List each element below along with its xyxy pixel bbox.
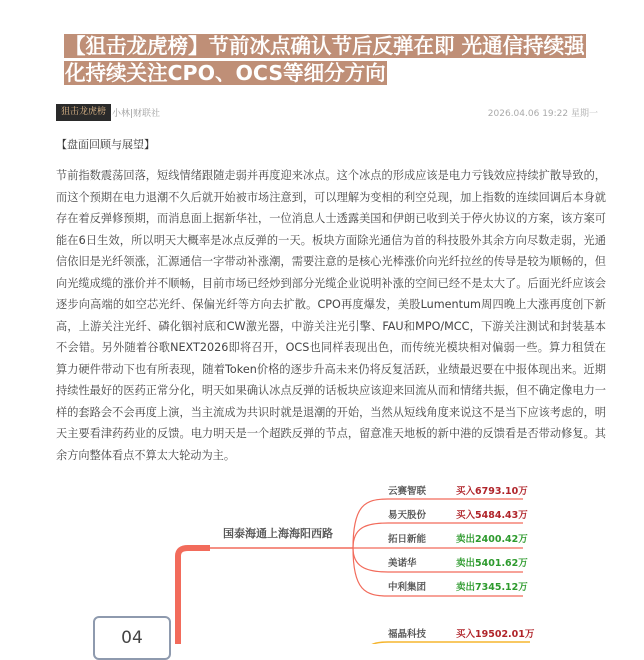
stock-action: 卖出7345.12万 [456,582,528,593]
stock-action: 买入19502.01万 [456,629,535,640]
article-body: 节前指数震荡回落，短线情绪跟随走弱并再度迎来冰点。这个冰点的形成应该是电力亏钱效应持续扩散导致的，而这个预期在电力退潮不久后就开始被市场注意到，可以理解为变相的利空兑现，加上指数的连续回调后本身就存在着反弹修预期，而消息面上据新华社，一位消息人士透露美国和伊朗已收到关于停火协议的方案，该方案可能在6日生效，所以明天大概率是冰点反弹的一天。板块方面除光通信为首的科技股外其余方向尽数走弱，光通信依旧是光纤领涨，汇源通信一字带动补涨潮，需要注意的是核心光棒涨价向光纤拉丝的传导是较为顺畅的，但向光缆成缆的涨价并不顺畅，目前市场已经炒到部分光缆企业说明补涨的空间已经不是太大了。后面光纤应该会逐步向高端的如空芯光纤、保偏光纤等方向去扩散。CPO再度爆发，美股Lumentum周四晚上大涨再度创下新高，上游关注光纤、磷化铟衬底和CW激光器，中游关注光引擎、FAU和MPO/MCC，下游关注测试和封装基本不会错。另外随着谷歌NEXT2026即将召开，OCS也同样表现出色，而传统光模块相对偏弱一些。算力租赁在算力硬件带动下也有所表现，随着Token价格的逐步升高未来仍将反复活跃，业绩最迟要在中报体现出来。近期持续性最好的医药正常分化，明天如果确认冰点反弹的话板块应该迎来回流从而和情绪共振，但不确定像电力一样的套路会不会再度上演，当主流成为共识时就是退潮的开始，当然从短线角度来说这不是当下应该考虑的，明天主要看津药药业的反馈。电力明天是一个超跌反弹的节点，留意准天地板的新中港的反馈看是否带动修复。其余方向整体看点不算太大轮动为主。 [56,169,606,462]
trunk-line [178,548,210,644]
stock-name: 美诺华 [388,558,417,569]
stock-action: 卖出5401.62万 [456,558,528,569]
mindmap-root-box: 04 [93,616,171,660]
publish-datetime: 2026.04.06 19:22 星期一 [487,109,598,119]
stock-name: 拓日新能 [388,534,427,545]
author[interactable]: 小林|财联社 [112,109,161,119]
stock-action: 买入6793.10万 [456,486,528,497]
stock-name: 云赛智联 [388,486,427,497]
branch-label: 国泰海通上海海阳西路 [223,527,333,540]
column-badge[interactable]: 狙击龙虎榜 [56,104,111,121]
article-title: 【狙击龙虎榜】节前冰点确认节后反弹在即 光通信持续强化持续关注CPO、OCS等细分方向 [65,34,585,85]
stock-name: 福晶科技 [388,629,427,640]
stock-name: 易天股份 [388,510,427,521]
stock-action: 买入5484.43万 [456,510,528,521]
section-heading: 【盘面回顾与展望】 [56,138,155,151]
stock-name: 中利集团 [388,582,427,593]
stock-action: 卖出2400.42万 [456,534,528,545]
